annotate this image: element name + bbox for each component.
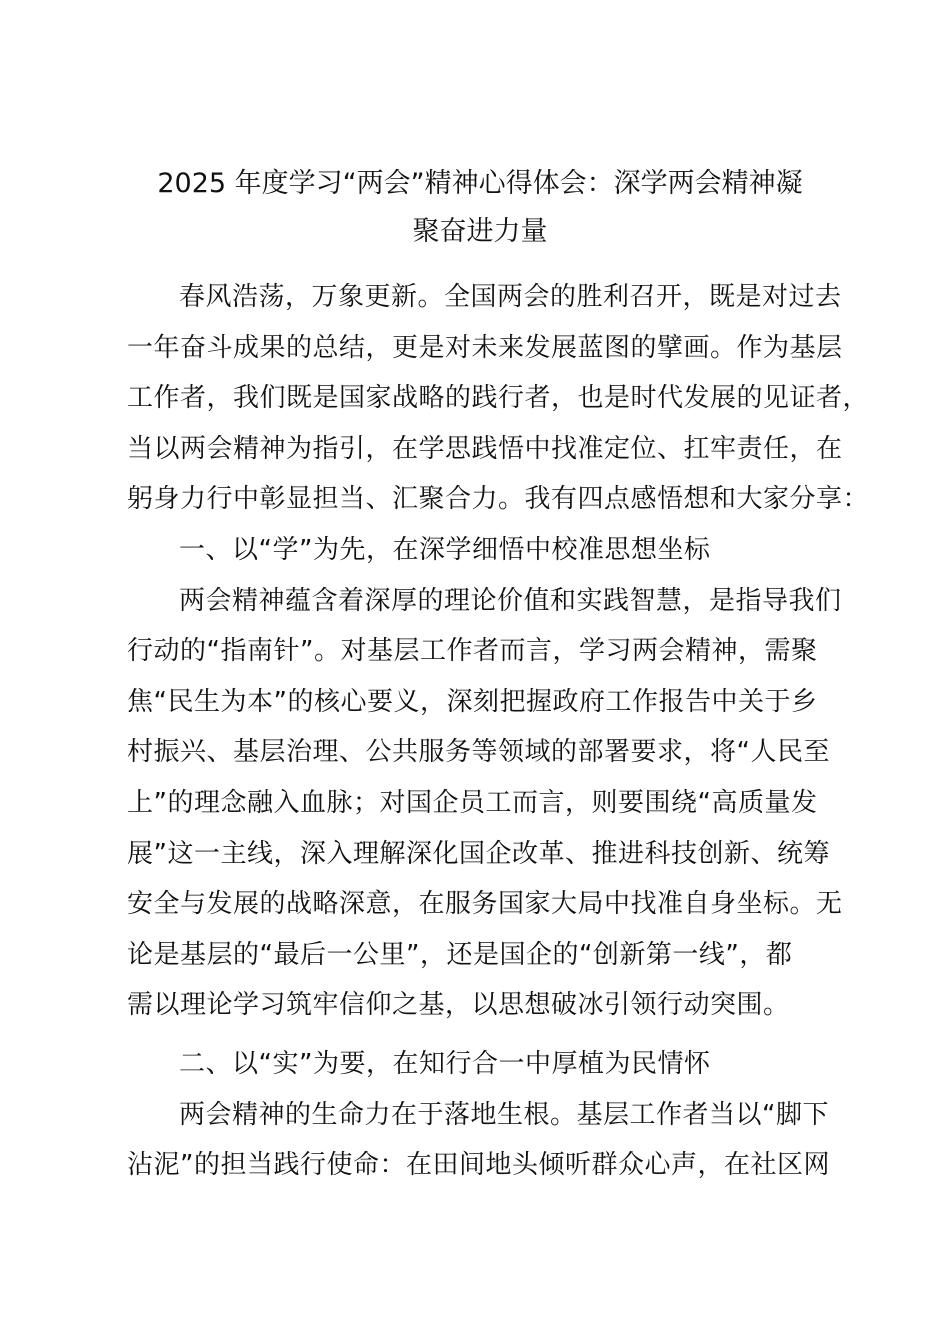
paragraph-line: 春风浩荡，万象更新。全国两会的胜利召开，既是对过去 <box>179 282 842 312</box>
paragraph-line: 一年奋斗成果的总结，更是对未来发展蓝图的擘画。作为基层 <box>127 332 843 363</box>
paragraph-line: 论是基层的“最后一公里”，还是国企的“创新第一线”，都 <box>127 939 793 970</box>
paragraph-line: 行动的“指南针”。对基层工作者而言，学习两会精神，需聚 <box>127 636 818 667</box>
paragraph-line: 当以两会精神为指引，在学思践悟中找准定位、扛牢责任，在 <box>127 433 843 464</box>
paragraph-line: 展”这一主线，深入理解深化国企改革、推进科技创新、统筹 <box>127 838 830 869</box>
paragraph-line: 焦“民生为本”的核心要义，深刻把握政府工作报告中关于乡 <box>127 686 818 717</box>
paragraph-line: 工作者，我们既是国家战略的践行者，也是时代发展的见证者， <box>127 383 870 414</box>
paragraph-gap <box>127 1031 837 1039</box>
paragraph-line: 躬身力行中彰显担当、汇聚合力。我有四点感悟想和大家分享： <box>127 484 870 515</box>
paragraph-line: 安全与发展的战略深意，在服务国家大局中找准自身坐标。无 <box>127 889 843 920</box>
paragraph-line: 两会精神的生命力在于落地生根。基层工作者当以“脚下 <box>179 1099 829 1130</box>
document-title-line-2: 聚奋进力量 <box>412 216 548 247</box>
document-title-line-1: 2025 年度学习“两会”精神心得体会：深学两会精神凝 <box>157 168 803 199</box>
paragraph-line: 沾泥”的担当践行使命：在田间地头倾听群众心声，在社区网 <box>127 1150 830 1181</box>
section-heading-1: 一、以“学”为先，在深学细悟中校准思想坐标 <box>179 534 711 565</box>
document-body <box>127 272 870 1191</box>
paragraph-line: 需以理论学习筑牢信仰之基，以思想破冰引领行动突围。 <box>127 990 790 1021</box>
paragraph-line: 两会精神蕴含着深厚的理论价值和实践智慧，是指导我们 <box>179 585 842 616</box>
section-heading-2: 二、以“实”为要，在知行合一中厚植为民情怀 <box>179 1048 711 1079</box>
paragraph-line: 村振兴、基层治理、公共服务等领域的部署要求，将“人民至 <box>127 737 830 768</box>
paragraph-line: 上”的理念融入血脉；对国企员工而言，则要围绕“高质量发 <box>127 787 818 818</box>
